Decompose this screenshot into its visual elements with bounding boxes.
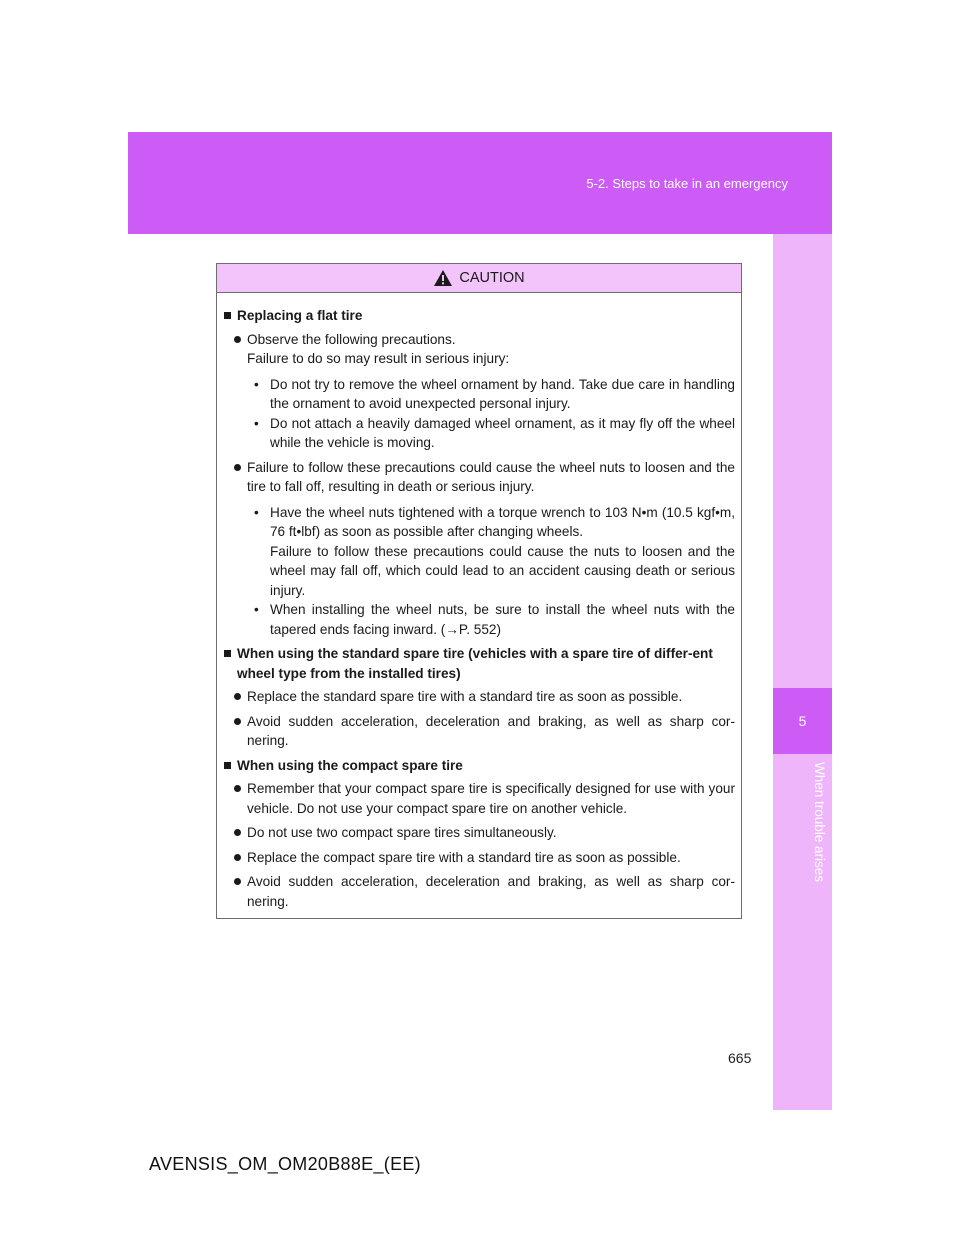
item-text [247, 330, 735, 369]
caution-item [234, 823, 735, 843]
bullet-text-line: When installing the wheel nuts, be sure to install the wheel nuts with the tapered ends facing inward. (→P. 552) [270, 602, 735, 637]
item-text-line: Replace the standard spare tire with a standard tire as soon as possible. [247, 689, 683, 704]
caution-heading [224, 644, 735, 683]
item-text [247, 712, 735, 751]
bullet-item [254, 600, 735, 639]
caution-heading [224, 306, 735, 326]
caution-heading [224, 756, 735, 776]
header-band [128, 132, 832, 234]
item-text [247, 848, 735, 868]
heading-text: When using the compact spare tire [237, 757, 463, 773]
bullet-item [254, 503, 735, 601]
caution-item [234, 848, 735, 868]
item-text [247, 458, 735, 497]
square-bullet-icon [224, 312, 231, 319]
square-bullet-icon [224, 762, 231, 769]
item-text-line: Replace the compact spare tire with a standard tire as soon as possible. [247, 849, 681, 865]
section-title: 5-2. Steps to take in an emergency [586, 176, 788, 191]
warning-triangle-icon [433, 269, 453, 287]
bullet-list [254, 375, 735, 453]
caution-header [217, 264, 741, 293]
bullet-mark: • [254, 602, 259, 617]
item-text [247, 823, 735, 843]
bullet-list [254, 503, 735, 640]
item-text-line: Do not use two compact spare tires simultaneously. [247, 825, 557, 840]
item-text-line: Failure to follow these precautions could cause the wheel nuts to loosen and the tire to fall off, resulting in death or serious injury. [247, 459, 735, 494]
bullet-mark: • [254, 376, 259, 392]
bullet-item [254, 414, 735, 453]
bullet-text [270, 503, 735, 601]
item-text [247, 779, 735, 818]
item-text [247, 872, 735, 911]
circle-bullet-icon [234, 693, 241, 700]
bullet-mark: • [254, 415, 259, 431]
circle-bullet-icon [234, 336, 241, 343]
footer-document-code: AVENSIS_OM_OM20B88E_(EE) [149, 1154, 421, 1174]
item-text-line: Observe the following precautions. [247, 331, 456, 347]
caution-item [234, 779, 735, 818]
bullet-text-line: Have the wheel nuts tightened with a torque wrench to 103 N•m (10.5 kgf•m, 76 ft•lbf) as soon as possible after changing wheels. [270, 504, 735, 539]
circle-bullet-icon [234, 854, 241, 861]
chapter-number: 5 [773, 688, 832, 754]
circle-bullet-icon [234, 785, 241, 792]
page-number: 665 [728, 1050, 752, 1066]
item-text-line: Avoid sudden acceleration, deceleration and braking, as well as sharp cor-nering. [247, 874, 735, 909]
caution-body [217, 293, 741, 911]
item-text-line: Failure to do so may result in serious injury: [247, 351, 510, 366]
chapter-title: When trouble arises [812, 762, 827, 883]
heading-text: When using the standard spare tire (vehicles with a spare tire of differ-ent wheel type from the installed tires) [237, 646, 713, 681]
circle-bullet-icon [234, 718, 241, 725]
caution-item [234, 330, 735, 369]
heading-text: Replacing a flat tire [237, 308, 363, 323]
bullet-text-line: Do not attach a heavily damaged wheel ornament, as it may fly off the wheel while the vehicle is moving. [270, 415, 735, 450]
item-text-line: Remember that your compact spare tire is specifically designed for use with your vehicle. Do not use your compact spare tire on another vehicle. [247, 781, 735, 816]
caution-box [216, 263, 742, 919]
bullet-text [270, 375, 735, 414]
item-text [247, 687, 735, 707]
circle-bullet-icon [234, 878, 241, 885]
caution-item [234, 712, 735, 751]
caution-title: CAUTION [459, 270, 525, 286]
chapter-side-tab[interactable] [773, 234, 832, 1110]
bullet-item [254, 375, 735, 414]
bullet-text-line: Do not try to remove the wheel ornament by hand. Take due care in handling the ornament to avoid unexpected personal injury. [270, 376, 735, 411]
caution-item [234, 872, 735, 911]
bullet-text [270, 600, 735, 639]
bullet-text [270, 414, 735, 453]
caution-item [234, 458, 735, 497]
square-bullet-icon [224, 650, 231, 657]
caution-item [234, 687, 735, 707]
bullet-mark: • [254, 504, 259, 520]
item-text-line: Avoid sudden acceleration, deceleration and braking, as well as sharp cor-nering. [247, 713, 735, 748]
bullet-text-line: Failure to follow these precautions could cause the nuts to loosen and the wheel may fall off, which could lead to an accident causing death or serious injury. [270, 543, 735, 598]
circle-bullet-icon [234, 829, 241, 836]
circle-bullet-icon [234, 464, 241, 471]
